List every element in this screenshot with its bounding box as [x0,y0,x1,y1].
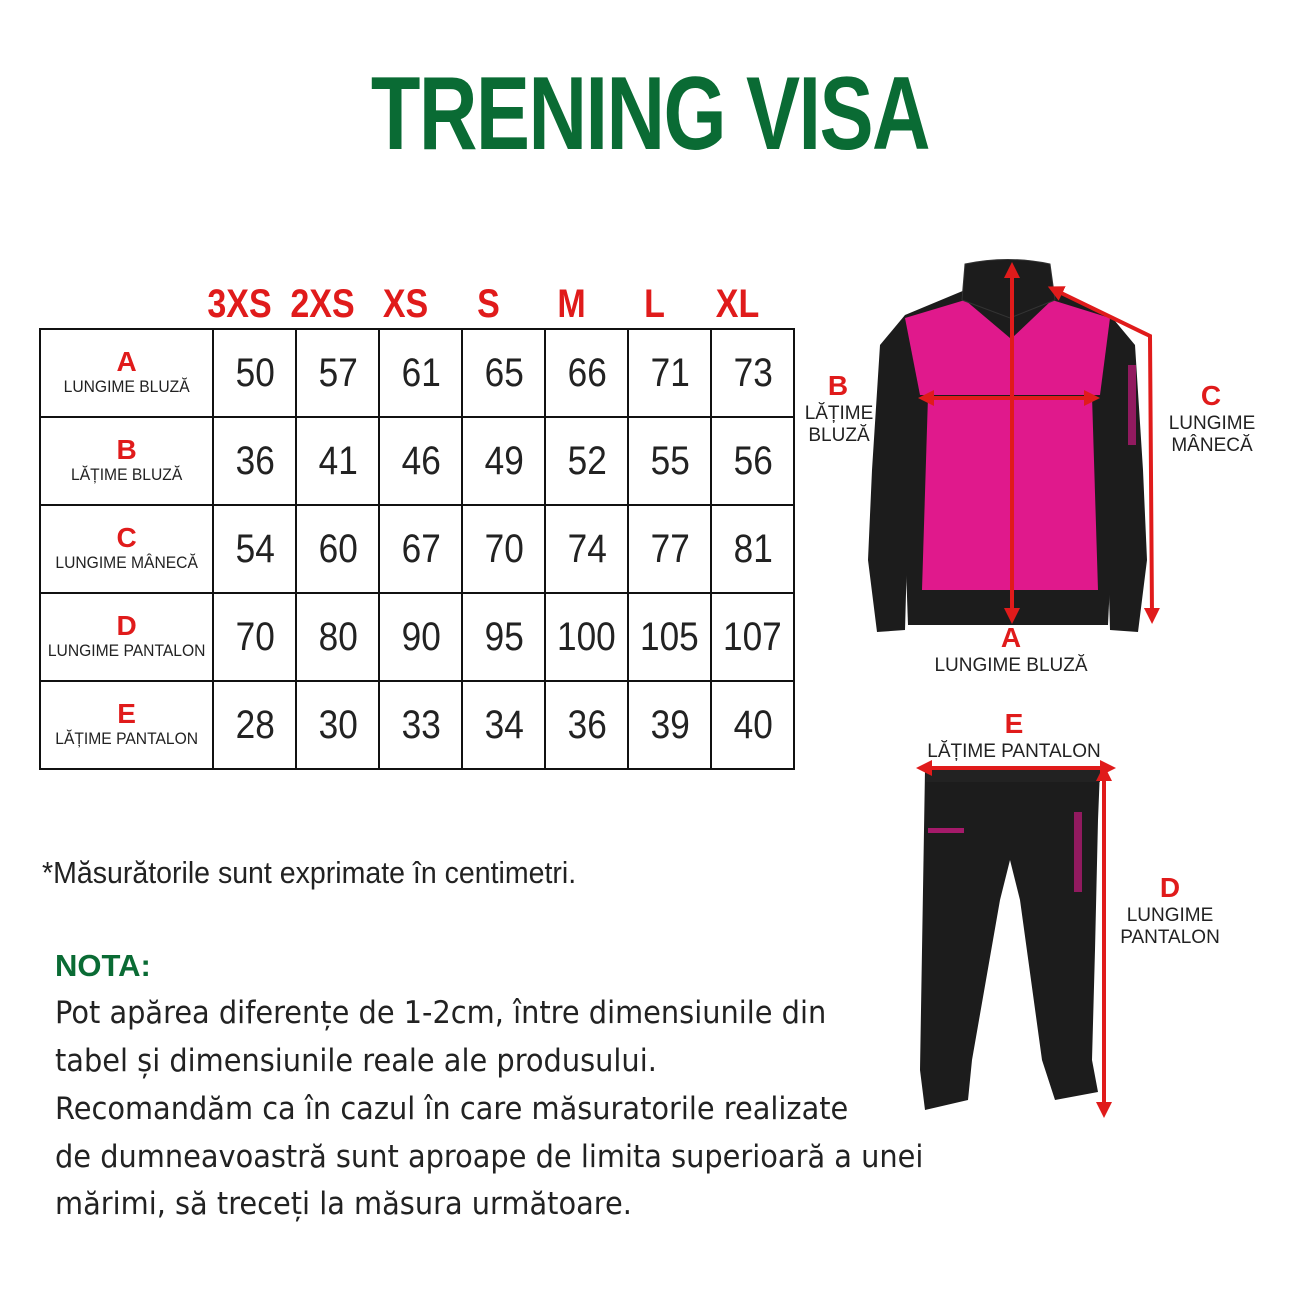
table-cell: 81 [711,505,794,593]
table-cell: 36 [545,681,628,769]
table-cell: 40 [711,681,794,769]
table-cell: 39 [628,681,711,769]
table-cell: 71 [628,329,711,417]
table-cell: 28 [213,681,296,769]
nota-line: mărimi, să treceți la măsura următoare. [55,1186,632,1222]
table-cell: 56 [711,417,794,505]
table-cell: 70 [462,505,545,593]
nota-line: Recomandăm ca în cazul în care măsuratorile realizate [55,1091,849,1127]
table-cell: 95 [462,593,545,681]
nota-title: NOTA: [55,948,151,983]
size-header-2xs: 2XS [290,282,355,326]
table-cell: 54 [213,505,296,593]
label-a-letter: A [1000,622,1022,653]
size-header-s: S [477,282,500,326]
table-cell: 50 [213,329,296,417]
table-cell: 77 [628,505,711,593]
size-header-xs: XS [382,282,429,326]
label-b-text: LĂȚIME BLUZĂ [804,403,874,446]
table-cell: 100 [545,593,628,681]
row-name: LĂȚIME BLUZĂ [71,465,183,484]
row-name: LĂȚIME PANTALON [55,729,199,748]
size-header-xl: XL [715,282,760,326]
table-cell: 61 [379,329,462,417]
table-cell: 60 [296,505,379,593]
label-a-text: LUNGIME BLUZĂ [934,655,1088,676]
size-header-m: M [557,282,586,326]
table-cell: 36 [213,417,296,505]
row-letter: A [116,346,137,377]
table-cell: 105 [628,593,711,681]
row-name: LUNGIME BLUZĂ [63,377,190,396]
table-cell: 66 [545,329,628,417]
table-cell: 57 [296,329,379,417]
table-cell: 49 [462,417,545,505]
table-cell: 73 [711,329,794,417]
label-e-text: LĂȚIME PANTALON [927,741,1101,762]
table-cell: 33 [379,681,462,769]
label-c-text: LUNGIME MÂNECĂ [1168,413,1256,456]
table-cell: 30 [296,681,379,769]
table-cell: 107 [711,593,794,681]
page-title: TRENING VISA [370,56,930,172]
size-header-l: L [644,282,665,326]
label-d-letter: D [1159,872,1181,903]
row-letter: E [117,698,136,729]
label-e-letter: E [1004,708,1024,739]
nota-line: tabel și dimensiunile reale ale produsului. [55,1043,657,1079]
table-cell: 34 [462,681,545,769]
unit-note: *Măsurătorile sunt exprimate în centimetri. [42,855,577,890]
table-cell: 90 [379,593,462,681]
table-cell: 52 [545,417,628,505]
row-letter: C [116,522,137,553]
table-cell: 74 [545,505,628,593]
table-cell: 41 [296,417,379,505]
label-c-letter: C [1200,380,1222,411]
table-cell: 70 [213,593,296,681]
pants-illustration [920,770,1100,1110]
label-b-letter: B [827,370,849,401]
size-header-3xs: 3XS [207,282,272,326]
table-cell: 65 [462,329,545,417]
table-cell: 46 [379,417,462,505]
table-cell: 55 [628,417,711,505]
nota-line: de dumneavoastră sunt aproape de limita superioară a unei [55,1139,924,1175]
row-name: LUNGIME PANTALON [47,641,206,660]
nota-line: Pot apărea diferențe de 1-2cm, între dimensiunile din [55,995,827,1031]
row-letter: B [116,434,137,465]
label-d-text: LUNGIME PANTALON [1120,905,1220,948]
row-letter: D [116,610,137,641]
table-cell: 80 [296,593,379,681]
table-cell: 67 [379,505,462,593]
row-name: LUNGIME MÂNECĂ [55,553,198,572]
